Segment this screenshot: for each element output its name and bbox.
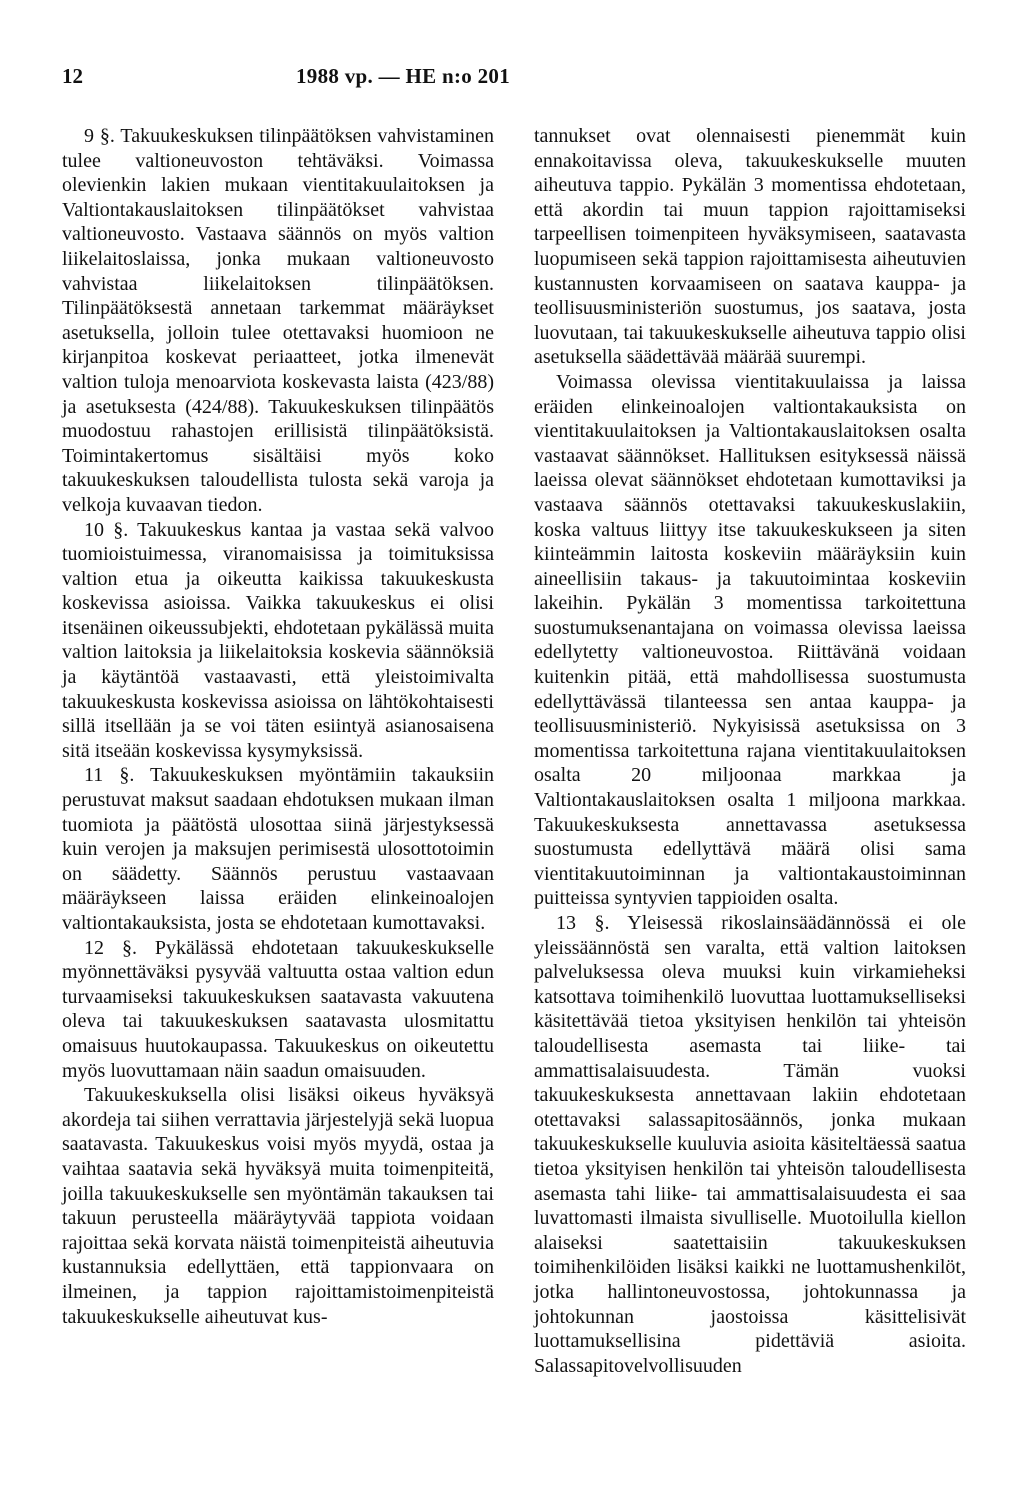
right-text-column bbox=[534, 124, 966, 1378]
paragraph-section-10: 10 §. Takuukeskus kantaa ja vastaa sekä valvoo tuomioistuimessa, viranomaisissa ja toimituksissa valtion etua ja oikeutta kaikissa takuukeskusta koskevissa asioissa. Vaikka takuukeskus ei olisi itsenäinen oikeussubjekti, ehdotetaan pykälässä muita valtion laitoksia ja liikelaitoksia koskevia säännöksiä ja käytäntöä vastaavasti, että yleistoimivalta takuukeskusta koskevissa asioissa on lähtökohtaisesti sillä itsellään ja se voi täten esiintyä asianosaisena sitä itseään koskevissa kysymyksissä. bbox=[62, 518, 494, 762]
paragraph-section-12-continued: Takuukeskuksella olisi lisäksi oikeus hyväksyä akordeja tai siihen verrattavia järjestelyjä sekä luopua saatavasta. Takuukeskus voisi myös myydä, ostaa ja vaihtaa saatavia sekä hyväksyä muita toimenpiteitä, joilla takuukeskukselle sen myöntämän takauksen tai takuun perusteella määräytyvää tappiota voidaan rajoittaa sekä korvata näistä toimenpiteistä aiheutuvia kustannuksia edellyttäen, että tappionvaara on ilmeinen, ja tappion rajoittamistoimenpiteistä takuukeskukselle aiheutuvat kus- bbox=[62, 1084, 494, 1328]
page-header bbox=[0, 62, 1024, 96]
left-text-column bbox=[62, 124, 494, 1329]
paragraph-section-9: 9 §. Takuukeskuksen tilinpäätöksen vahvistaminen tulee valtioneuvoston tehtäväksi. Voimassa olevienkin lakien mukaan vientitakuulaitoksen ja Valtiontakauslaitoksen tilinpäätökset vahvistaa valtioneuvosto. Vastaava säännös on myös valtion liikelaitoslaissa, jonka mukaan valtioneuvosto vahvistaa liikelaitoksen tilinpäätöksen. Tilinpäätöksestä annetaan tarkemmat määräykset asetuksella, jolloin tulee otettavaksi huomioon ne kirjanpitoa koskevat periaatteet, jotka ilmenevät valtion tuloja menoarviota koskevasta laista (423/88) ja asetuksesta (424/88). Takuukeskuksen tilinpäätös muodostuu rahastojen erillisistä tilinpäätöksistä. Toimintakertomus sisältäisi myös koko takuukeskuksen taloudellista tulosta sekä varoja ja velkoja kuvaavan tiedon. bbox=[62, 125, 494, 516]
paragraph-section-11: 11 §. Takuukeskuksen myöntämiin takauksiin perustuvat maksut saadaan ehdotuksen mukaan ilman tuomiota ja päätöstä ulosottaa siinä järjestyksessä kuin verojen ja maksujen perimisestä ulosottotoimin on säädetty. Säännös perustuu vastaavaan määräykseen laissa eräiden elinkeinoalojen valtiontakauksista, josta se ehdotetaan kumottavaksi. bbox=[62, 764, 494, 934]
running-head: 1988 vp. — HE n:o 201 bbox=[296, 64, 510, 88]
page-number: 12 bbox=[62, 64, 83, 88]
paragraph-section-12: 12 §. Pykälässä ehdotetaan takuukeskukselle myönnettäväksi pysyvää valtuutta ostaa valtion edun turvaamiseksi takuukeskuksen saatavasta vakuutena oleva tai takuukeskuksen saatavasta ulosmitattu omaisuus huutokaupassa. Takuukeskus on oikeutettu myös luovuttamaan näin saadun omaisuuden. bbox=[62, 936, 494, 1082]
paragraph-section-12-carryover: tannukset ovat olennaisesti pienemmät kuin ennakoitavissa oleva, takuukeskukselle muuten aiheutuva tappio. Pykälän 3 momentissa ehdotetaan, että akordin tai muun tappion rajoittamiseksi tarpeellisen toimenpiteen hyväksymiseen, saatavasta luopumiseen sekä tappion rajoittamisesta aiheutuvien kustannusten korvaamiseen on saatava kauppa- ja teollisuusministeriön suostumus, jos saatava, josta luovutaan, tai takuukeskukselle aiheutuva tappio olisi asetuksella säädettävää määrää suurempi. bbox=[534, 125, 966, 369]
paragraph-section-13: 13 §. Yleisessä rikoslainsäädännössä ei ole yleissäännöstä sen varalta, että valtion laitoksen palveluksessa oleva muuksi kuin virkamieheksi katsottava toimihenkilö luovuttaa luottamukselliseksi käsitettävää tietoa yksityisen henkilön tai yhteisön taloudellisesta asemasta tai liike- tai ammattisalaisuudesta. Tämän vuoksi takuukeskuksesta annettavaan lakiin ehdotetaan otettavaksi salassapitosäännös, jonka mukaan takuukeskukselle kuuluvia asioita käsiteltäessä saatua tietoa yksityisen henkilön tai yhteisön taloudellisesta asemasta tahi liike- tai ammattisalaisuudesta ei saa luvattomasti ilmaista sivulliselle. Muotoilulla kiellon alaiseksi saatettaisiin takuukeskuksen toimihenkilöiden lisäksi kaikki ne luottamushenkilöt, jotka hallintoneuvostossa, johtokunnassa ja johtokunnan jaostoissa käsittelisivät luottamuksellisina pidettäviä asioita. Salassapitovelvollisuuden bbox=[534, 912, 966, 1377]
paragraph-section-12-legislation: Voimassa olevissa vientitakuulaissa ja laissa eräiden elinkeinoalojen valtiontakauksista on vientitakuulaitoksen ja Valtiontakauslaitoksen osalta vastaavat säännökset. Hallituksen esityksessä näissä laeissa olevat säännökset ehdotetaan kumottaviksi ja vastaava säännös otettavaksi takuukeskuslakiin, koska valtuus liittyy itse takuukeskukseen ja siten kiinteämmin laitosta koskeviin määräyksiin kuin aineellisiin takaus- ja takuutoimintaa koskeviin lakeihin. Pykälän 3 momentissa tarkoitettuna suostumuksenantajana on voimassa olevissa laeissa edellytetty valtioneuvostoa. Riittävänä voidaan kuitenkin pitää, että mahdollisessa suostumusta edellyttävässä tilanteessa sen antaa kauppa- ja teollisuusministeriö. Nykyisissä asetuksissa on 3 momentissa tarkoitettuna rajana vientitakuulaitoksen osalta 20 miljoonaa markkaa ja Valtiontakauslaitoksen osalta 1 miljoona markkaa. Takuukeskuksesta annettavassa asetuksessa suostumusta edellyttävä määrä olisi sama vientitakuutoiminnan ja valtiontakaustoiminnan puitteissa syntyvien tappioiden osalta. bbox=[534, 370, 966, 910]
